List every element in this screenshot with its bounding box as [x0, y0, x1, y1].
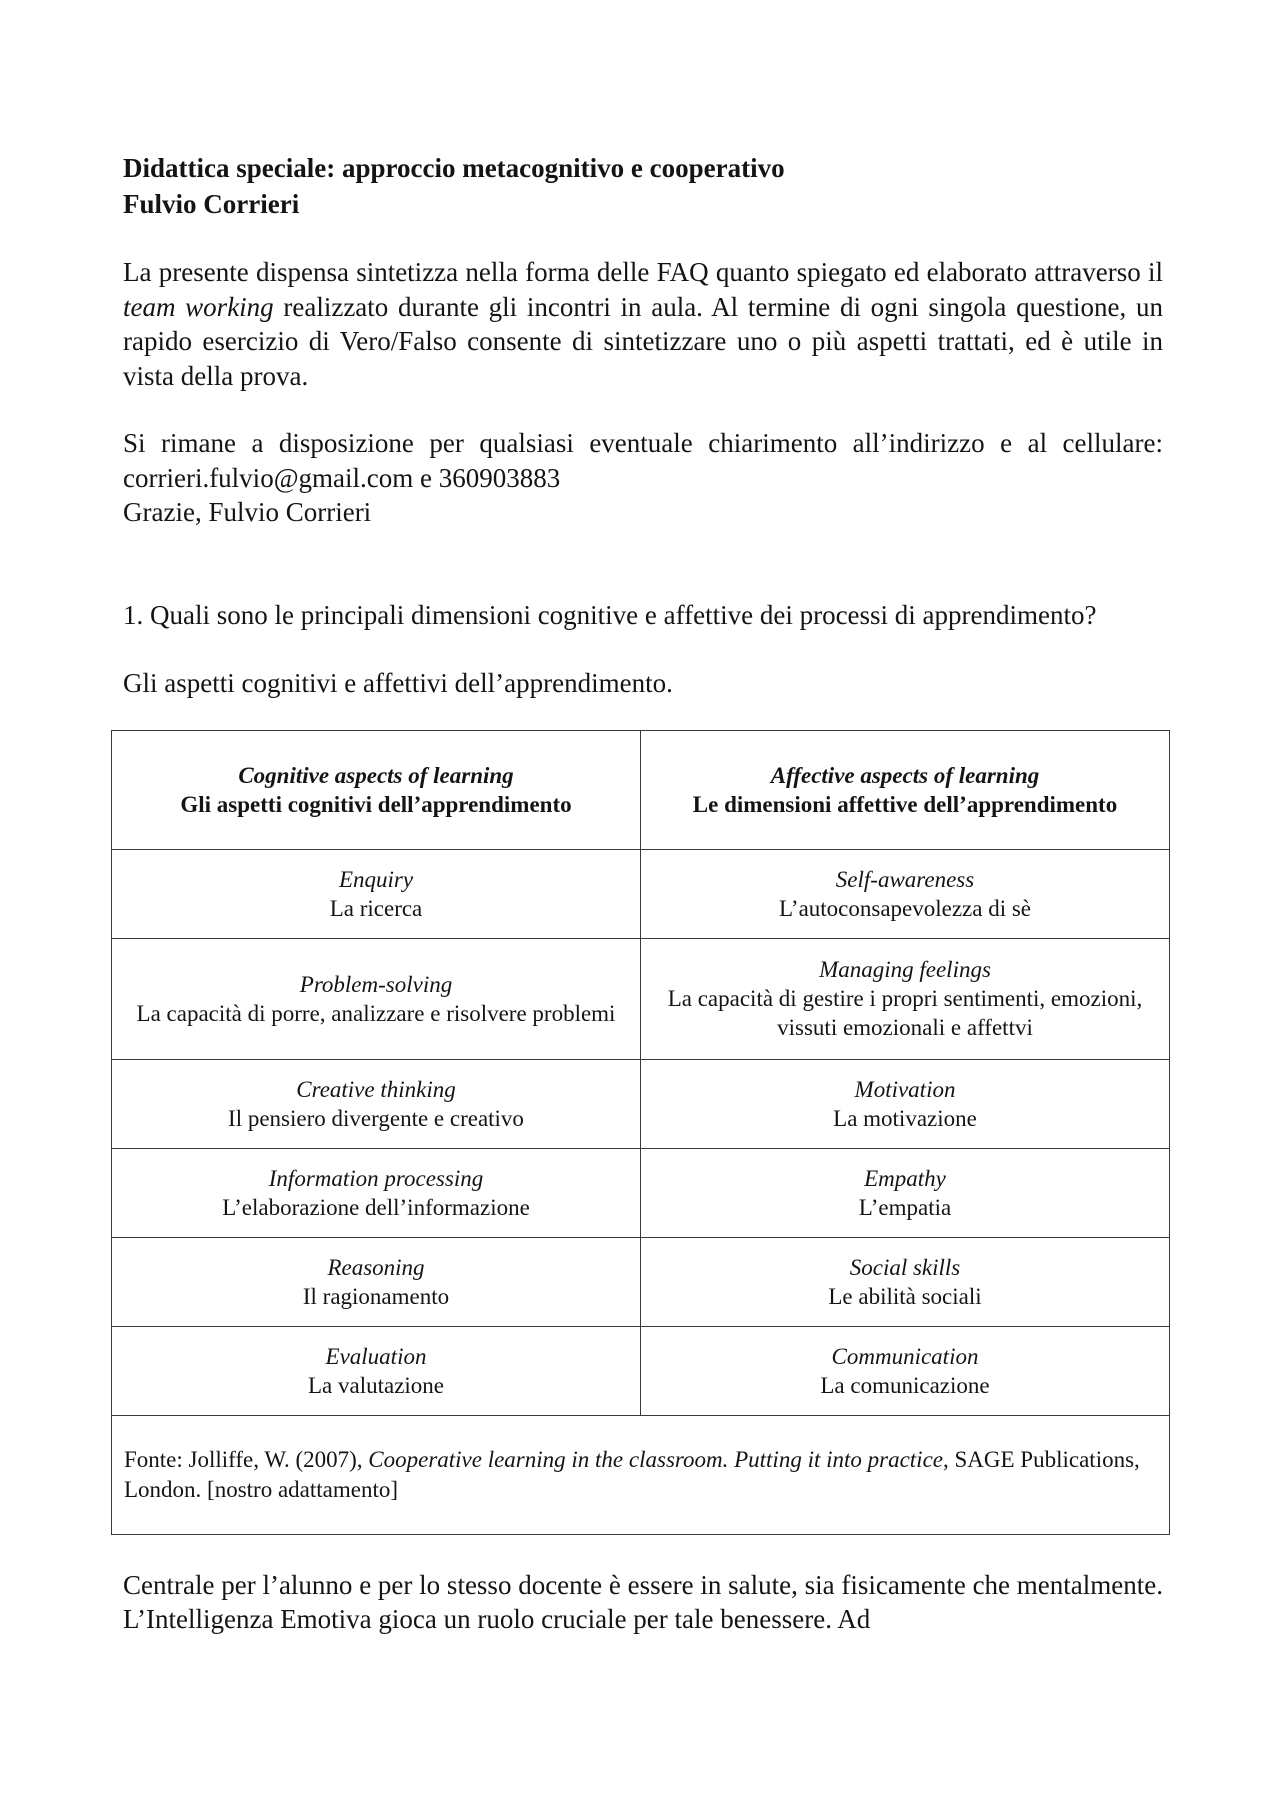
affective-en: Communication	[831, 1343, 979, 1369]
table-header-row	[112, 730, 1170, 849]
contact-paragraph	[123, 426, 1163, 530]
header-cognitive-en: Cognitive aspects of learning	[238, 762, 514, 788]
cognitive-en: Creative thinking	[296, 1076, 456, 1102]
cognitive-it: La capacità di porre, analizzare e risolvere problemi	[136, 1000, 616, 1026]
table-row	[112, 1237, 1170, 1326]
affective-cell	[641, 1326, 1170, 1415]
affective-en: Social skills	[849, 1254, 961, 1280]
cognitive-it: L’elaborazione dell’informazione	[222, 1194, 530, 1220]
cognitive-it: La valutazione	[307, 1372, 444, 1398]
header-cell-affective	[641, 730, 1170, 849]
affective-it: La comunicazione	[820, 1372, 990, 1398]
affective-it: Le abilità sociali	[828, 1283, 982, 1309]
affective-cell	[641, 1237, 1170, 1326]
affective-cell	[641, 849, 1170, 938]
cognitive-en: Reasoning	[327, 1254, 425, 1280]
table-source-row	[112, 1415, 1170, 1534]
affective-en: Empathy	[864, 1165, 946, 1191]
intro-text-before: La presente dispensa sintetizza nella forma delle FAQ quanto spiegato ed elaborato attraverso il	[123, 257, 1163, 287]
closing-paragraph: Centrale per l’alunno e per lo stesso docente è essere in salute, sia fisicamente che mentalmente. L’Intelligenza Emotiva gioca un ruolo cruciale per tale benessere. Ad	[123, 1569, 1163, 1634]
cognitive-en: Enquiry	[338, 866, 414, 892]
cognitive-cell	[112, 1148, 641, 1237]
source-citation	[112, 1415, 1170, 1534]
cognitive-it: Il pensiero divergente e creativo	[228, 1105, 524, 1131]
document-author: Fulvio Corrieri	[123, 189, 300, 219]
source-suffix: , SAGE Publications, London. [nostro adattamento]	[124, 1446, 1140, 1502]
cognitive-en: Problem-solving	[299, 971, 453, 997]
table-row	[112, 1326, 1170, 1415]
table-row	[112, 1059, 1170, 1148]
affective-cell	[641, 1148, 1170, 1237]
table-caption: Gli aspetti cognitivi e affettivi dell’apprendimento.	[123, 668, 673, 698]
table-row	[112, 1148, 1170, 1237]
header-affective-it: Le dimensioni affettive dell’apprendimento	[692, 791, 1118, 817]
contact-line: Si rimane a disposizione per qualsiasi eventuale chiarimento all’indirizzo e al cellulare: corrieri.fulvio@gmail.com e 360903883	[123, 428, 1163, 493]
cognitive-en: Information processing	[268, 1165, 484, 1191]
cognitive-cell	[112, 1326, 641, 1415]
cognitive-cell	[112, 938, 641, 1059]
cognitive-it: La ricerca	[329, 895, 423, 921]
intro-paragraph	[123, 255, 1163, 393]
affective-it: L’empatia	[858, 1194, 952, 1220]
header-affective-en: Affective aspects of learning	[770, 762, 1040, 788]
source-book-title: Cooperative learning in the classroom. Putting it into practice	[368, 1446, 943, 1472]
document-title: Didattica speciale: approccio metacognitivo e cooperativo	[123, 153, 785, 183]
aspects-table	[111, 730, 1170, 1535]
document-page	[123, 150, 1163, 1637]
affective-it: La capacità di gestire i propri sentimenti, emozioni, vissuti emozionali e affettvi	[667, 986, 1143, 1040]
cognitive-cell	[112, 849, 641, 938]
table-row	[112, 849, 1170, 938]
affective-cell	[641, 938, 1170, 1059]
cognitive-cell	[112, 1059, 641, 1148]
affective-en: Managing feelings	[819, 957, 991, 982]
header-cognitive-it: Gli aspetti cognitivi dell’apprendimento	[180, 791, 572, 817]
affective-it: L’autoconsapevolezza di sè	[778, 895, 1032, 921]
affective-en: Self-awareness	[835, 866, 975, 892]
cognitive-en: Evaluation	[325, 1343, 427, 1369]
title-block	[123, 150, 1163, 222]
intro-emphasis: team working	[123, 291, 274, 322]
affective-it: La motivazione	[833, 1105, 977, 1131]
cognitive-it: Il ragionamento	[302, 1283, 450, 1309]
question-text: 1. Quali sono le principali dimensioni cognitive e affettive dei processi di apprendimento?	[123, 599, 1097, 630]
signature: Grazie, Fulvio Corrieri	[123, 497, 372, 527]
header-cell-cognitive	[112, 730, 641, 849]
source-prefix: Fonte: Jolliffe, W. (2007),	[124, 1446, 369, 1472]
cognitive-cell	[112, 1237, 641, 1326]
affective-en: Motivation	[854, 1076, 956, 1102]
intro-text-after: realizzato durante gli incontri in aula. Al termine di ogni singola questione, un rapido esercizio di Vero/Falso consente di sintetizzare uno o più aspetti trattati, ed è utile in vista della prova.	[123, 291, 1163, 391]
table-row	[112, 938, 1170, 1059]
affective-cell	[641, 1059, 1170, 1148]
